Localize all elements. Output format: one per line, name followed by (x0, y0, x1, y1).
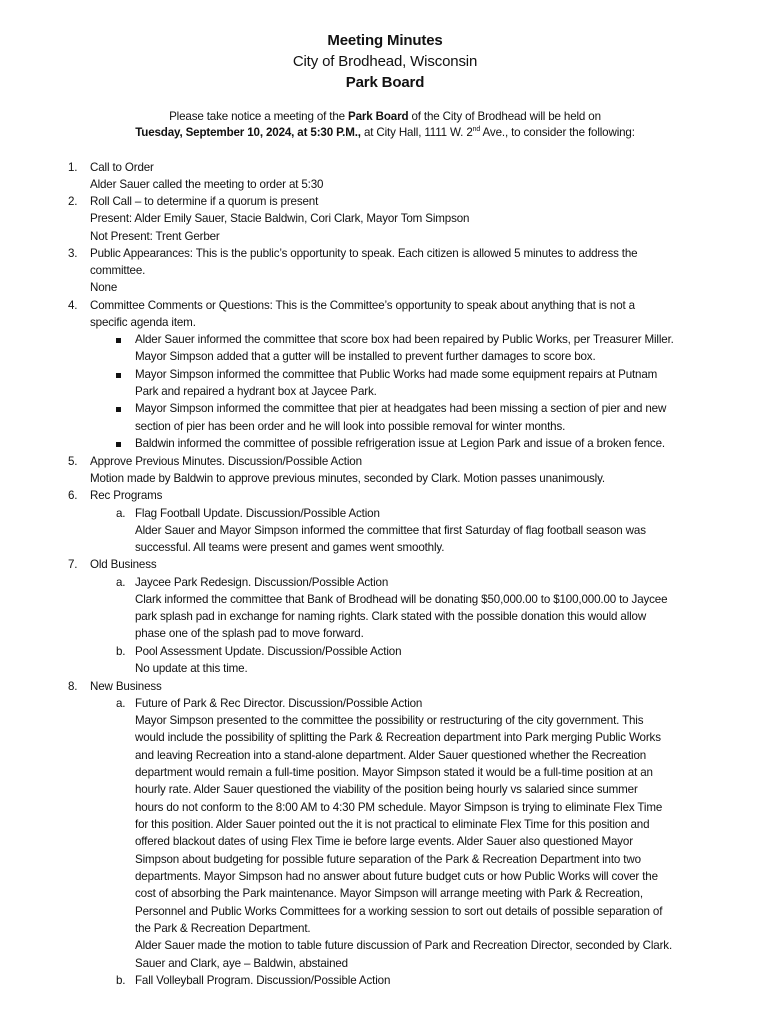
paragraph-line: would include the possibility of splitting the Park & Recreation department into Park merging Public Works (135, 731, 661, 744)
item-title: New Business (90, 680, 162, 693)
item-number: 3. (68, 247, 78, 260)
subitem-label: a. (116, 697, 126, 710)
paragraph-line: for this position. Alder Sauer pointed out the it is not practical to eliminate Flex Time for this position and (135, 818, 650, 831)
subitem-title: Jaycee Park Redesign. Discussion/Possible Action (135, 576, 389, 589)
item-number: 4. (68, 299, 78, 312)
document-title: Meeting Minutes (327, 32, 443, 49)
paragraph-line: departments. Mayor Simpson had no answer about future budget cuts or how Public Works will cover the (135, 870, 658, 883)
bullet-icon (116, 331, 121, 348)
item-title: Approve Previous Minutes. Discussion/Possible Action (90, 455, 362, 468)
paragraph-line: and leaving Recreation into a stand-alone department. Alder Sauer questioned whether the Recreation (135, 749, 647, 762)
notice-post: of the City of Brodhead will be held on (408, 110, 601, 123)
subitem-text: successful. All teams were present and games went smoothly. (135, 541, 445, 554)
paragraph-line: Sauer and Clark, aye – Baldwin, abstained (135, 957, 348, 970)
item-text: Motion made by Baldwin to approve previous minutes, seconded by Clark. Motion passes unanimously. (90, 472, 605, 485)
paragraph-line: hours do not conform to the 8:00 AM to 4:30 PM schedule. Mayor Simpson is trying to eliminate Flex Time (135, 801, 663, 814)
paragraph-line: Personnel and Public Works Committees for a working session to sort out details of possible separation of (135, 905, 663, 918)
bullet-icon (116, 366, 121, 383)
paragraph-line: cost of absorbing the Park maintenance. Mayor Simpson will arrange meeting with Park & Recreation, (135, 887, 643, 900)
bullet-text: Park and repaired a hydrant box at Jaycee Park. (135, 385, 377, 398)
item-text: Public Appearances: This is the public’s opportunity to speak. Each citizen is allowed 5 minutes to address the (90, 247, 638, 260)
board-name: Park Board (345, 74, 425, 91)
item-number: 5. (68, 455, 78, 468)
subitem-text: phase one of the splash pad to move forward. (135, 627, 364, 640)
paragraph-line: offered blackout dates of using Flex Time ie before large events. Alder Sauer also questioned Mayor (135, 835, 633, 848)
notice-place-sup: nd (472, 126, 481, 134)
paragraph-line: Simpson about budgeting for possible future separation of the Park & Recreation Department into two (135, 853, 641, 866)
absent-list: Not Present: Trent Gerber (90, 230, 220, 243)
notice-line-2 (0, 124, 770, 141)
bullet-text: Mayor Simpson informed the committee that Public Works had made some equipment repairs at Putnam (135, 368, 658, 381)
city-name: City of Brodhead, Wisconsin (292, 53, 478, 70)
item-number: 8. (68, 680, 78, 693)
item-title: Old Business (90, 558, 157, 571)
paragraph-line: Alder Sauer made the motion to table future discussion of Park and Recreation Director, seconded by Clark. (135, 939, 673, 952)
item-number: 2. (68, 195, 78, 208)
subitem-text: Clark informed the committee that Bank of Brodhead will be donating $50,000.00 to $100,000.00 to Jaycee (135, 593, 668, 606)
subitem-title: Flag Football Update. Discussion/Possible Action (135, 507, 380, 520)
bullet-text: Baldwin informed the committee of possible refrigeration issue at Legion Park and issue of a broken fence. (135, 437, 665, 450)
item-number: 7. (68, 558, 78, 571)
item-number: 6. (68, 489, 78, 502)
notice-place-end: Ave., to consider the following: (480, 126, 635, 139)
subitem-title: Pool Assessment Update. Discussion/Possible Action (135, 645, 402, 658)
item-text: Alder Sauer called the meeting to order at 5:30 (90, 178, 324, 191)
present-list: Present: Alder Emily Sauer, Stacie Baldwin, Cori Clark, Mayor Tom Simpson (90, 212, 470, 225)
item-title: Rec Programs (90, 489, 163, 502)
subitem-label: b. (116, 974, 126, 987)
subitem-text: park splash pad in exchange for naming rights. Clark stated with the possible donation this would allow (135, 610, 647, 623)
bullet-text: Mayor Simpson added that a gutter will be installed to prevent further damages to score box. (135, 350, 596, 363)
subitem-title: Fall Volleyball Program. Discussion/Possible Action (135, 974, 391, 987)
item-title: Call to Order (90, 161, 154, 174)
item-text: Committee Comments or Questions: This is the Committee’s opportunity to speak about anything that is not a (90, 299, 635, 312)
item-title: Roll Call – to determine if a quorum is present (90, 195, 319, 208)
subitem-title: Future of Park & Rec Director. Discussion/Possible Action (135, 697, 423, 710)
subitem-text: No update at this time. (135, 662, 248, 675)
item-number: 1. (68, 161, 78, 174)
bullet-text: Alder Sauer informed the committee that score box had been repaired by Public Works, per Treasurer Miller. (135, 333, 674, 346)
notice-datetime: Tuesday, September 10, 2024, at 5:30 P.M., (135, 126, 361, 139)
subitem-text: Alder Sauer and Mayor Simpson informed the committee that first Saturday of flag football season was (135, 524, 646, 537)
paragraph-line: hourly rate. Alder Sauer questioned the viability of the position being hourly vs salaried since summer (135, 783, 638, 796)
paragraph-line: department would remain a full-time position. Mayor Simpson stated it would be a full-time position at an (135, 766, 653, 779)
notice-board: Park Board (348, 110, 409, 123)
subitem-label: b. (116, 645, 126, 658)
bullet-text: Mayor Simpson informed the committee that pier at headgates had been missing a section of pier and new (135, 402, 667, 415)
paragraph-line: Mayor Simpson presented to the committee the possibility or restructuring of the city government. This (135, 714, 644, 727)
item-text: None (90, 281, 118, 294)
notice-line-1 (0, 108, 770, 125)
item-text: specific agenda item. (90, 316, 196, 329)
paragraph-line: the Park & Recreation Department. (135, 922, 311, 935)
notice-pre: Please take notice a meeting of the (169, 110, 349, 123)
bullet-text: section of pier has been order and he will look into possible removal for winter months. (135, 420, 566, 433)
subitem-label: a. (116, 576, 126, 589)
notice-place: at City Hall, 1111 W. 2 (360, 126, 473, 139)
item-text: committee. (90, 264, 146, 277)
bullet-icon (116, 435, 121, 452)
bullet-icon (116, 400, 121, 417)
subitem-label: a. (116, 507, 126, 520)
